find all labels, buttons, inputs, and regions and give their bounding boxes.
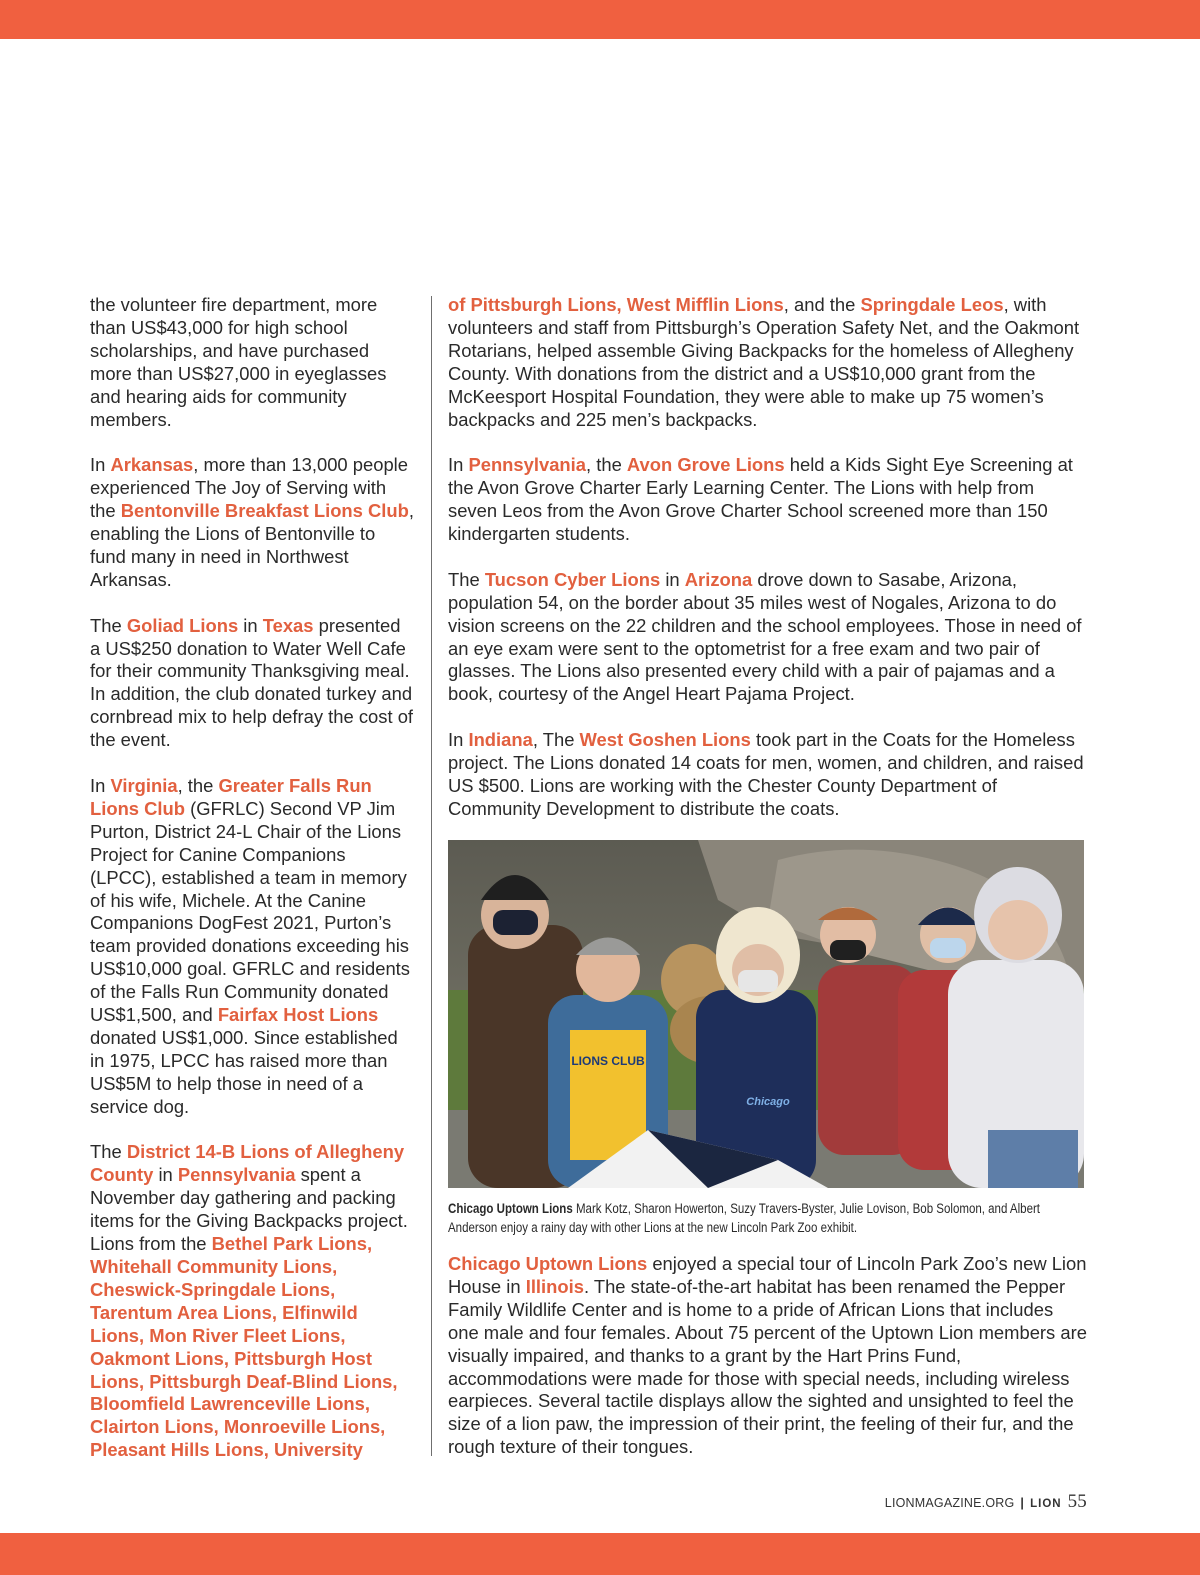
body-text: , The	[532, 729, 580, 751]
caption-title: Chicago Uptown Lions	[448, 1201, 573, 1216]
highlight-state: Pennsylvania	[468, 454, 587, 476]
body-text: in	[238, 614, 263, 636]
paragraph-virginia	[90, 775, 415, 1119]
body-text: spent a November day gathering and packing items for the Giving Backpacks project. Lions from the	[90, 1164, 408, 1255]
body-text: donated US$1,000. Since established in 1975, LPCC has raised more than US$5M to help those in need of a service dog.	[90, 1026, 398, 1117]
body-text: (GFRLC) Second VP Jim Purton, District 24-L Chair of the Lions Project for Canine Companions (LPCC), established a team in memory of his wife, Michele. At the Canine Companions DogFest 2021, Purton’s team provided donations exceeding his US$10,000 goal. GFRLC and residents of the Falls Run Community donated US$1,500, and	[90, 797, 410, 1026]
body-text: The	[448, 568, 485, 590]
body-text: In	[448, 729, 469, 751]
paragraph-fire-department	[90, 294, 415, 431]
body-text: in	[660, 568, 685, 590]
top-color-band	[0, 0, 1200, 39]
highlight-state: Arkansas	[110, 454, 194, 476]
photo-caption	[448, 1199, 1088, 1237]
paragraph-indiana	[448, 729, 1088, 821]
page-footer	[885, 1491, 1087, 1513]
left-text-column	[90, 294, 415, 1462]
photo-illustration	[448, 840, 1084, 1188]
paragraph-chicago-uptown	[448, 1253, 1088, 1459]
right-text-column-lower	[448, 1253, 1088, 1459]
apron-text: LIONS CLUB	[571, 1054, 645, 1068]
body-text: In	[90, 774, 111, 796]
body-text: presented a US$250 donation to Water Well Cafe for their community Thanksgiving meal. In addition, the club donated turkey and cornbread mix to help defray the cost of the event.	[90, 614, 414, 751]
body-text: drove down to Sasabe, Arizona, population 54, on the border about 35 miles west of Nogales, Arizona to do vision screens on the 22 children and the school employees. Those in need of an eye exam were sent to the optometrist for a free exam and two pair of glasses. The Lions also presented every child with a pair of pajamas and a book, courtesy of the Angel Heart Pajama Project.	[448, 568, 1082, 705]
paragraph-giving-backpacks	[448, 294, 1088, 431]
paragraph-avon-grove	[448, 454, 1088, 546]
highlight-club: Avon Grove Lions	[626, 454, 785, 476]
caption-text: Mark Kotz, Sharon Howerton, Suzy Travers-Byster, Julie Lovison, Bob Solomon, and Albert Anderson enjoy a rainy day with other Lions at the new Lincoln Park Zoo exhibit.	[448, 1201, 1041, 1235]
paragraph-pennsylvania-district	[90, 1141, 415, 1462]
highlight-club: District 14-B Lions of Allegheny County	[90, 1141, 405, 1186]
body-text: , with volunteers and staff from Pittsburgh’s Operation Safety Net, and the Oakmont Rotarians, helped assemble Giving Backpacks for the homeless of Allegheny County. With donations from the district and a US$10,000 grant from the McKeesport Hospital Foundation, they were able to make up 75 women’s backpacks and 225 men’s backpacks.	[448, 294, 1080, 430]
highlight-state: Texas	[262, 614, 314, 636]
highlight-state: Indiana	[468, 729, 533, 751]
body-text: took part in the Coats for the Homeless project. The Lions donated 14 coats for men, women, and children, and raised US $500. Lions are working with the Chester County Department of Community Development to distribute the coats.	[448, 729, 1084, 819]
body-text: . The state-of-the-art habitat has been renamed the Pepper Family Wildlife Center and is home to a pride of African Lions that includes one male and four females. About 75 percent of the Uptown Lion members are visually impaired, and thanks to a grant by the Hart Prins Fund, accommodations were made for those with special needs, including wireless earpieces. Several tactile displays allow the sighted and unsighted to feel the size of a lion paw, the impression of their print, the feeling of their fur, and the rough texture of their tongues.	[448, 1275, 1087, 1458]
body-text: , the	[586, 454, 627, 476]
body-text: enjoyed a special tour of Lincoln Park Zoo’s new Lion House in	[448, 1253, 1087, 1297]
highlight-state: Arizona	[684, 568, 753, 590]
highlight-club: Bentonville Breakfast Lions Club	[120, 500, 409, 522]
highlight-club: Goliad Lions	[126, 614, 239, 636]
highlight-club: Tucson Cyber Lions	[484, 568, 661, 590]
body-text: held a Kids Sight Eye Screening at the Avon Grove Charter Early Learning Center. The Lions with help from seven Leos from the Avon Grove Charter School screened more than 150 kindergarten students.	[448, 454, 1073, 545]
right-text-column	[448, 294, 1088, 821]
footer-magazine: LION	[1030, 1498, 1062, 1510]
body-text: in	[153, 1164, 178, 1186]
highlight-state: Virginia	[110, 774, 178, 796]
jacket-text: Chicago	[746, 1096, 790, 1108]
body-text: , the	[177, 774, 219, 796]
paragraph-texas	[90, 615, 415, 752]
body-text: The	[90, 614, 127, 636]
footer-site: LIONMAGAZINE.ORG	[884, 1496, 1015, 1510]
bottom-color-band	[0, 1533, 1200, 1575]
paragraph-arkansas	[90, 454, 415, 591]
page-number: 55	[1067, 1491, 1087, 1512]
body-text: , more than 13,000 people experienced The Joy of Serving with the	[90, 454, 408, 522]
highlight-state: Illinois	[525, 1275, 584, 1297]
footer-separator: |	[1020, 1496, 1025, 1510]
body-text: , enabling the Lions of Bentonville to fund many in need in Northwest Arkansas.	[90, 500, 414, 590]
highlight-club: Greater Falls Run Lions Club	[90, 774, 372, 819]
body-text: In	[90, 454, 111, 476]
highlight-state: Pennsylvania	[177, 1164, 296, 1186]
highlight-club-list: Bethel Park Lions, Whitehall Community Lions, Cheswick-Springdale Lions, Tarentum Area Lions, Elfinwild Lions, Mon River Fleet Lions, Oakmont Lions, Pittsburgh Host Lions, Pittsburgh Deaf-Blind Lions, Bloomfield Lawrenceville Lions, Clairton Lions, Monroeville Lions, Pleasant Hills Lions, University	[90, 1233, 398, 1461]
highlight-club: Fairfax Host Lions	[217, 1004, 379, 1026]
column-divider	[431, 296, 432, 1456]
body-text: The	[90, 1141, 127, 1163]
highlight-club-list: of Pittsburgh Lions, West Mifflin Lions	[448, 294, 784, 315]
body-text: , and the	[783, 294, 861, 315]
highlight-club: Chicago Uptown Lions	[448, 1253, 648, 1274]
highlight-club: Springdale Leos	[860, 294, 1004, 315]
body-text: the volunteer fire department, more than US$43,000 for high school scholarships, and have purchased more than US$27,000 in eyeglasses and hearing aids for community members.	[90, 294, 387, 430]
highlight-club: West Goshen Lions	[579, 729, 751, 751]
paragraph-tucson	[448, 569, 1088, 706]
group-photo	[448, 840, 1084, 1188]
body-text: In	[448, 454, 469, 476]
